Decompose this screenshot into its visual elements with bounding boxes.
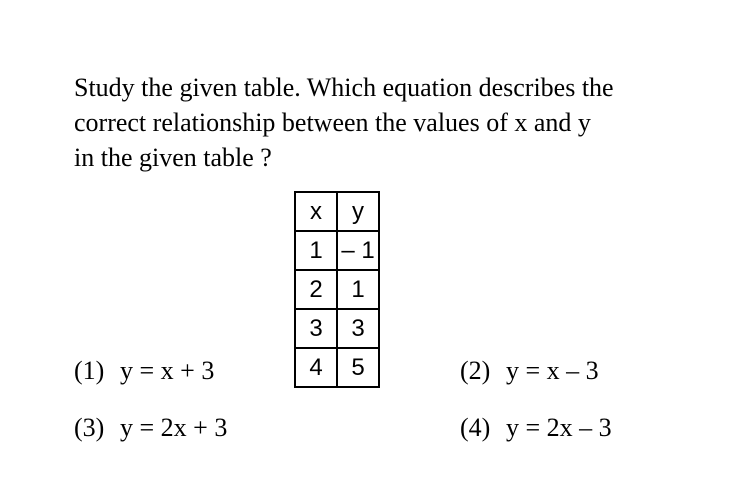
cell-y: 1 bbox=[337, 270, 379, 309]
cell-x: 3 bbox=[295, 309, 337, 348]
option-number: (3) bbox=[74, 413, 105, 442]
answer-option-2[interactable] bbox=[460, 356, 599, 386]
table-row bbox=[295, 309, 379, 348]
answer-option-3[interactable] bbox=[74, 413, 227, 443]
table-row bbox=[295, 348, 379, 387]
question-line: Study the given table. Which equation describes the bbox=[74, 73, 614, 102]
header-y: y bbox=[337, 192, 379, 231]
option-equation: y = x – 3 bbox=[506, 356, 599, 385]
cell-y: 5 bbox=[337, 348, 379, 387]
question-line: in the given table ? bbox=[74, 143, 272, 172]
table-header-row bbox=[295, 192, 379, 231]
cell-x: 2 bbox=[295, 270, 337, 309]
option-number: (4) bbox=[460, 413, 491, 442]
option-number: (1) bbox=[74, 356, 105, 385]
cell-y: – 1 bbox=[337, 231, 379, 270]
option-equation: y = x + 3 bbox=[120, 356, 215, 385]
cell-x: 4 bbox=[295, 348, 337, 387]
question-line: correct relationship between the values of x and y bbox=[74, 108, 591, 137]
option-number: (2) bbox=[460, 356, 491, 385]
table-row bbox=[295, 231, 379, 270]
answer-option-1[interactable] bbox=[74, 356, 214, 386]
header-x: x bbox=[295, 192, 337, 231]
table-row bbox=[295, 270, 379, 309]
option-equation: y = 2x – 3 bbox=[506, 413, 612, 442]
answer-option-4[interactable] bbox=[460, 413, 612, 443]
cell-x: 1 bbox=[295, 231, 337, 270]
xy-table bbox=[294, 191, 380, 388]
option-equation: y = 2x + 3 bbox=[120, 413, 228, 442]
question-text bbox=[74, 70, 694, 175]
cell-y: 3 bbox=[337, 309, 379, 348]
